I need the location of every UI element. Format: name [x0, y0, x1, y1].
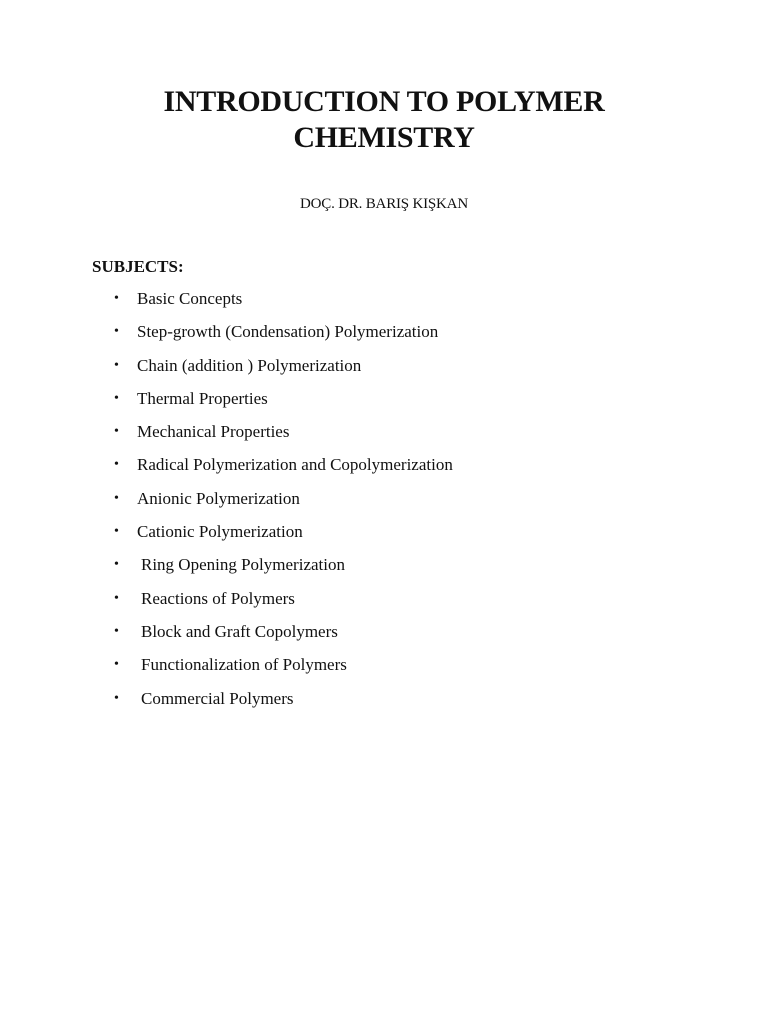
bullet-icon: • — [114, 457, 119, 473]
bullet-icon: • — [114, 324, 119, 340]
bullet-icon: • — [114, 424, 119, 440]
title-line-2: CHEMISTRY — [293, 121, 475, 154]
subject-label: Ring Opening Polymerization — [141, 555, 345, 575]
bullet-icon: • — [114, 657, 119, 673]
title-line-1: INTRODUCTION TO POLYMER — [163, 85, 605, 118]
bullet-icon: • — [114, 490, 119, 506]
subject-label: Radical Polymerization and Copolymerization — [137, 455, 453, 475]
bullet-icon: • — [114, 390, 119, 406]
subject-label: Cationic Polymerization — [137, 522, 303, 542]
subject-label: Block and Graft Copolymers — [141, 621, 338, 641]
subject-label: Commercial Polymers — [141, 688, 294, 708]
bullet-icon: • — [114, 557, 119, 573]
bullet-icon: • — [114, 690, 119, 706]
subject-label: Step-growth (Condensation) Polymerization — [137, 322, 439, 342]
bullet-icon: • — [114, 623, 119, 639]
bullet-icon: • — [114, 291, 119, 306]
subject-label: Mechanical Properties — [137, 422, 290, 442]
subject-label: Functionalization of Polymers — [141, 655, 347, 675]
subject-label: Thermal Properties — [137, 388, 268, 408]
subject-label: Reactions of Polymers — [141, 588, 295, 608]
document-title — [0, 84, 768, 156]
author-name: DOÇ. DR. BARIŞ KIŞKAN — [300, 196, 468, 212]
subject-label: Basic Concepts — [137, 289, 243, 308]
bullet-icon: • — [114, 590, 119, 606]
subject-label: Anionic Polymerization — [137, 488, 300, 508]
bullet-icon: • — [114, 357, 119, 373]
subject-label: Chain (addition ) Polymerization — [137, 355, 362, 375]
subjects-heading: SUBJECTS: — [92, 257, 184, 276]
bullet-icon: • — [114, 524, 119, 540]
